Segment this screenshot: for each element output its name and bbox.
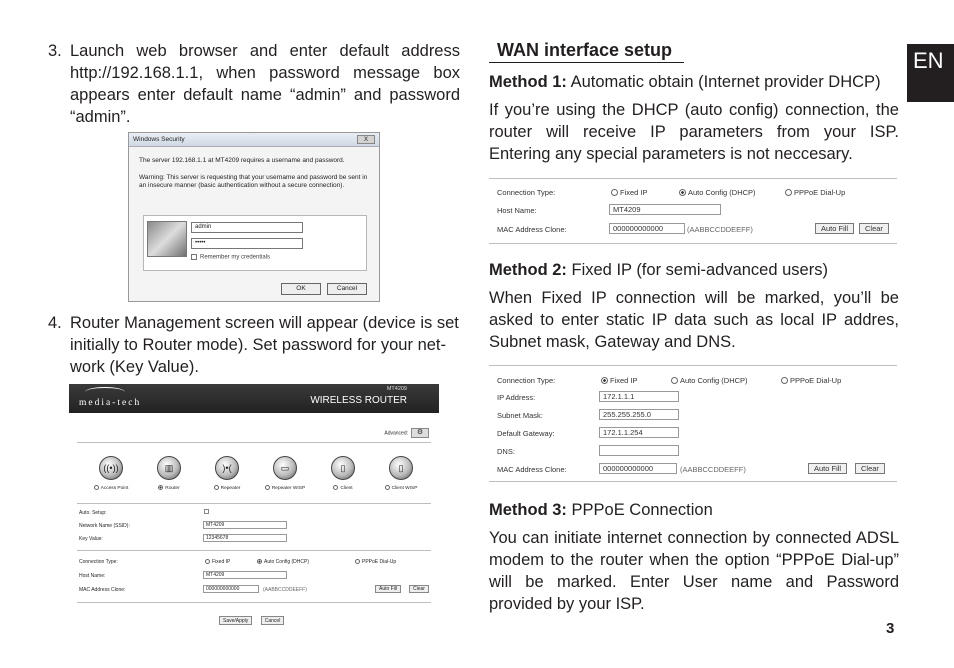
mac-label: MAC Address Clone: [497, 225, 567, 234]
option-pppoe[interactable] [781, 376, 841, 385]
radio-icon[interactable] [257, 559, 262, 564]
auto-setup-checkbox[interactable] [204, 509, 209, 514]
divider [77, 602, 431, 603]
radio-icon[interactable] [785, 189, 792, 196]
mac-label: MAC Address Clone: [497, 465, 567, 474]
step-text: Launch web browser and enter default address http://192.168.1.1, when password message box appears enter default name “admin” and password “admin”. [70, 42, 460, 126]
option-fixed-ip[interactable] [205, 559, 230, 565]
divider [77, 442, 431, 443]
option-label: Fixed IP [610, 376, 638, 385]
mac-hint: (AABBCCDDEEFF) [687, 225, 753, 234]
method-label: Method 2: [489, 261, 567, 279]
page-number: 3 [886, 620, 895, 637]
windows-security-dialog [128, 132, 380, 302]
method-text: Fixed IP (for semi-advanced users) [566, 261, 828, 279]
key-label: Key Value: [79, 536, 103, 542]
auto-fill-button[interactable]: Auto Fill [815, 223, 854, 234]
router-management-screen [69, 384, 439, 624]
auto-fill-button[interactable]: Auto Fill [808, 463, 847, 474]
right-column-method-2 [489, 259, 899, 353]
right-column [489, 40, 899, 165]
mode-client[interactable] [315, 456, 371, 496]
router-header [69, 384, 439, 413]
connection-type-label: Connection Type: [497, 376, 556, 385]
mode-client-wisp[interactable] [373, 456, 429, 496]
repeater-icon: )•( [215, 456, 239, 480]
dialog-title: Windows Security [133, 136, 185, 143]
username-field[interactable]: admin [191, 222, 303, 233]
checkbox-icon[interactable] [191, 254, 197, 260]
auto-fill-button[interactable]: Auto Fill [375, 585, 401, 593]
mode-label: Access Point [100, 485, 129, 491]
method-label: Method 1: [489, 73, 567, 91]
option-fixed-ip[interactable] [601, 376, 638, 385]
radio-icon[interactable] [94, 485, 99, 490]
method-3-heading [489, 499, 899, 521]
mac-hint: (AABBCCDDEEFF) [263, 587, 307, 593]
mac-input[interactable]: 000000000000 [609, 223, 685, 234]
close-button[interactable]: X [357, 135, 375, 144]
step-3 [46, 40, 460, 128]
radio-icon[interactable] [265, 485, 270, 490]
clear-button[interactable]: Clear [855, 463, 885, 474]
language-tab: EN [907, 44, 954, 102]
option-fixed-ip[interactable] [611, 188, 648, 197]
method-3-body: You can initiate internet connection by connected ADSL modem to the router when the option “PPPoE Dial-up” will be marked. Enter User name and Password provided by your ISP. [489, 529, 899, 613]
host-label: Host Name: [497, 206, 537, 215]
password-field[interactable]: ••••• [191, 238, 303, 249]
auto-setup-label: Auto. Setup: [79, 510, 107, 516]
step-number: 3. [48, 42, 62, 60]
client-wisp-icon: ▯ [389, 456, 413, 480]
divider [77, 503, 431, 504]
user-avatar-icon [147, 221, 187, 257]
radio-icon[interactable] [355, 559, 360, 564]
router-cancel-button[interactable]: Cancel [261, 616, 285, 625]
mac-hint: (AABBCCDDEEFF) [680, 465, 746, 474]
warning-message: Warning: This server is requesting that your username and password be sent in an insecure manner (basic authentication without a secure connection). [139, 173, 368, 189]
cancel-button[interactable]: Cancel [327, 283, 367, 295]
method-text: PPPoE Connection [566, 501, 713, 519]
section-title: WAN interface setup [489, 40, 684, 63]
mode-access-point[interactable] [83, 456, 139, 496]
remember-label: Remember my credentials [200, 254, 271, 261]
gateway-label: Default Gateway: [497, 429, 555, 438]
method-1-body: If you’re using the DHCP (auto config) connection, the router will receive IP parameters from your ISP. Entering any special parameters is not neccesary. [489, 101, 899, 163]
method-1-heading [489, 71, 899, 93]
option-auto-config[interactable] [679, 188, 756, 197]
dialog-message [129, 147, 379, 191]
client-icon: ▯ [331, 456, 355, 480]
mask-label: Subnet Mask: [497, 411, 543, 420]
mac-input[interactable]: 000000000000 [599, 463, 677, 474]
option-label: PPPoE Dial-Up [794, 188, 846, 197]
option-label: PPPoE Dial-Up [790, 376, 842, 385]
mask-input[interactable]: 255.255.255.0 [599, 409, 679, 420]
ip-label: IP Address: [497, 393, 536, 402]
advanced-label: Advanced: [384, 430, 408, 437]
key-input[interactable]: 12345678 [203, 534, 287, 542]
host-label: Host Name: [79, 573, 106, 579]
step-4 [46, 312, 460, 378]
option-label: Auto Config (DHCP) [680, 376, 748, 385]
connection-type-label: Connection Type: [497, 188, 556, 197]
ssid-input[interactable]: MT4209 [203, 521, 287, 529]
option-pppoe[interactable] [785, 188, 845, 197]
ssid-label: Network Name (SSID): [79, 523, 130, 529]
advanced-control [384, 428, 429, 438]
connection-type-label: Connection Type: [79, 559, 118, 565]
mode-selector [83, 456, 429, 496]
clear-button[interactable]: Clear [409, 585, 429, 593]
option-label: Fixed IP [212, 559, 231, 565]
save-apply-button[interactable]: Save/Apply [219, 616, 252, 625]
dns-input[interactable] [599, 445, 679, 456]
radio-icon[interactable] [611, 189, 618, 196]
mac-input[interactable]: 000000000000 [203, 585, 259, 593]
mode-router[interactable] [141, 456, 197, 496]
fixed-ip-settings-panel [489, 365, 897, 482]
step-text: Router Management screen will appear (device is set initially to Router mode). Set password for your net-work (Key Value). [70, 314, 459, 376]
server-message: The server 192.168.1.1 at MT4209 requires a username and password. [139, 157, 345, 164]
radio-icon[interactable] [781, 377, 788, 384]
option-auto-config[interactable] [257, 559, 309, 565]
mode-repeater[interactable] [199, 456, 255, 496]
right-column-method-3 [489, 499, 899, 615]
radio-icon[interactable] [671, 377, 678, 384]
ok-button[interactable]: OK [281, 283, 321, 295]
host-input[interactable]: MT4209 [203, 571, 287, 579]
radio-icon[interactable] [601, 377, 608, 384]
mode-label: Client [340, 485, 353, 491]
dns-label: DNS: [497, 447, 515, 456]
option-pppoe[interactable] [355, 559, 396, 565]
method-2-heading [489, 259, 899, 281]
mode-label: Repeater WISP [271, 485, 306, 491]
radio-icon[interactable] [205, 559, 210, 564]
method-label: Method 3: [489, 501, 567, 519]
method-2-body: When Fixed IP connection will be marked, you’ll be asked to enter static IP data such as local IP addres, Subnet mask, Gateway and DNS. [489, 289, 899, 351]
radio-icon[interactable] [158, 485, 163, 490]
clear-button[interactable]: Clear [859, 223, 889, 234]
radio-icon[interactable] [385, 485, 390, 490]
logo-arc-icon [85, 387, 125, 397]
model-label: MT4209 [386, 386, 407, 392]
wireless-icon: ((•)) [99, 456, 123, 480]
mac-label: MAC Address Clone: [79, 587, 126, 593]
remember-credentials[interactable] [191, 254, 270, 261]
router-icon: ▥ [157, 456, 181, 480]
mode-repeater-wisp[interactable] [257, 456, 313, 496]
dialog-title-bar [129, 133, 379, 147]
option-auto-config[interactable] [671, 376, 748, 385]
method-text: Automatic obtain (Internet provider DHCP) [566, 73, 881, 91]
divider [77, 550, 431, 551]
credentials-box [143, 215, 367, 271]
option-label: Auto Config (DHCP) [688, 188, 756, 197]
mode-label: Router [165, 485, 180, 491]
option-label: Fixed IP [620, 188, 648, 197]
left-column [46, 40, 460, 128]
repeater-wisp-icon: ▭ [273, 456, 297, 480]
left-column-lower [46, 312, 460, 378]
dhcp-settings-panel [489, 178, 897, 244]
option-label: PPPoE Dial-Up [362, 559, 397, 565]
mode-label: Client WISP [391, 485, 418, 491]
router-title: WIRELESS ROUTER [310, 395, 407, 406]
ip-input[interactable]: 172.1.1.1 [599, 391, 679, 402]
step-number: 4. [48, 314, 62, 332]
router-actions [219, 609, 288, 627]
mode-label: Repeater [220, 485, 241, 491]
radio-icon[interactable] [214, 485, 219, 490]
radio-icon[interactable] [679, 189, 686, 196]
host-input[interactable]: MT4209 [609, 204, 721, 215]
gear-icon[interactable]: ⚙ [411, 428, 429, 438]
brand-logo: media-tech [79, 398, 142, 408]
radio-icon[interactable] [333, 485, 338, 490]
gateway-input[interactable]: 172.1.1.254 [599, 427, 679, 438]
option-label: Auto Config (DHCP) [264, 559, 310, 565]
